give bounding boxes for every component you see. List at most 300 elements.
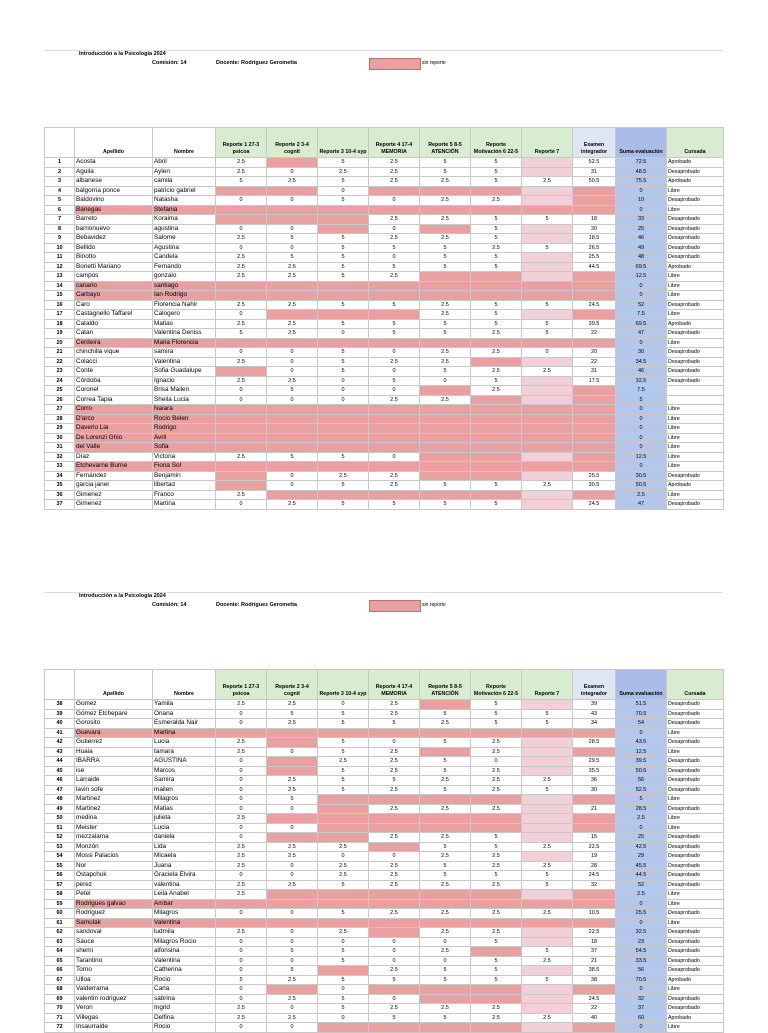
col-cursada-cell: Libre xyxy=(667,452,724,462)
col-rep5-cell: 5 xyxy=(420,481,471,491)
table-row xyxy=(45,357,724,367)
col-cursada-cell: Desaprobado xyxy=(667,1004,724,1014)
no-report-legend-label: sin reporte xyxy=(422,602,446,608)
col-examen-cell xyxy=(573,747,616,757)
col-rep7-cell xyxy=(522,395,573,405)
col-rep5-cell xyxy=(420,291,471,301)
table-row xyxy=(45,719,724,729)
col-suma-cell: 50.5 xyxy=(616,766,667,776)
col-rep2-cell xyxy=(267,281,318,291)
col-cursada-cell: Desaprobado xyxy=(667,842,724,852)
table-row xyxy=(45,918,724,928)
col-examen-cell: 20 xyxy=(573,224,616,234)
col-suma-cell: 0 xyxy=(616,205,667,215)
col-rep7-cell xyxy=(522,224,573,234)
col-examen-cell: 32 xyxy=(573,880,616,890)
col-rep2-cell: 2.5 xyxy=(267,994,318,1004)
col-nombre-cell: Naiara xyxy=(153,405,216,415)
col-rep2-cell: 2.5 xyxy=(267,177,318,187)
col-apellido-cell: Cerdeira xyxy=(75,338,153,348)
col-rep6-cell: 2.5 xyxy=(471,1013,522,1023)
col-rep5-cell: 5 xyxy=(420,253,471,263)
col-rep3-cell: 5 xyxy=(318,300,369,310)
table-row xyxy=(45,909,724,919)
col-rep2-cell: 2.5 xyxy=(267,842,318,852)
col-nombre-cell: Samira xyxy=(153,776,216,786)
col-rep2-cell: 0 xyxy=(267,861,318,871)
col-cursada-cell: Desaprobado xyxy=(667,738,724,748)
col-rep5-cell: 5 xyxy=(420,709,471,719)
col-cursada-cell: Libre xyxy=(667,1023,724,1033)
col-rep3-cell: 5 xyxy=(318,196,369,206)
col-rep7-cell xyxy=(522,462,573,472)
col-suma-cell: 52 xyxy=(616,880,667,890)
col-nombre-cell: Juana xyxy=(153,861,216,871)
col-apellido-cell: Fernández xyxy=(75,471,153,481)
col-num-cell: 5 xyxy=(45,196,75,206)
table-row xyxy=(45,310,724,320)
col-nombre-cell: Martina xyxy=(153,728,216,738)
col-suma-cell: 0 xyxy=(616,405,667,415)
col-rep6-cell xyxy=(471,985,522,995)
col-rep1-cell: 0 xyxy=(216,833,267,843)
col-rep7-cell: 5 xyxy=(522,785,573,795)
col-nombre-cell: Calogero xyxy=(153,310,216,320)
col-rep1-cell xyxy=(216,443,267,453)
col-rep1-header: Reporte 1 27-3 psicoa xyxy=(216,670,267,700)
col-rep6-cell: 5 xyxy=(471,975,522,985)
col-rep2-cell xyxy=(267,158,318,168)
col-rep4-cell xyxy=(369,462,420,472)
col-rep7-cell xyxy=(522,281,573,291)
col-suma-header: Suma evaluación xyxy=(616,128,667,158)
col-rep1-cell: 0 xyxy=(216,937,267,947)
col-nombre-cell: Martina xyxy=(153,500,216,510)
col-rep4-cell: 5 xyxy=(369,243,420,253)
table-row xyxy=(45,243,724,253)
col-apellido-cell: Daverio Lia xyxy=(75,424,153,434)
col-rep4-cell xyxy=(369,291,420,301)
col-rep7-cell xyxy=(522,890,573,900)
table-row xyxy=(45,757,724,767)
col-rep7-cell xyxy=(522,966,573,976)
col-suma-cell: 5 xyxy=(616,795,667,805)
col-suma-cell: 52.5 xyxy=(616,785,667,795)
col-cursada-cell: Desaprobado xyxy=(667,966,724,976)
col-rep6-cell: 2.5 xyxy=(471,909,522,919)
col-nombre-cell: AGUSTINA xyxy=(153,757,216,767)
col-nombre-cell: Milagros Rocio xyxy=(153,937,216,947)
col-num-cell: 52 xyxy=(45,833,75,843)
col-rep2-cell xyxy=(267,890,318,900)
col-cursada-cell: Libre xyxy=(667,823,724,833)
col-cursada-cell: Libre xyxy=(667,272,724,282)
col-examen-cell: 25.5 xyxy=(573,253,616,263)
col-rep3-cell: 0 xyxy=(318,1013,369,1023)
col-rep2-cell xyxy=(267,490,318,500)
col-nombre-cell: Agustina xyxy=(153,243,216,253)
col-num-cell: 32 xyxy=(45,452,75,462)
col-rep5-cell xyxy=(420,918,471,928)
col-rep3-cell xyxy=(318,224,369,234)
col-rep4-cell: 0 xyxy=(369,367,420,377)
col-rep3-cell: 5 xyxy=(318,158,369,168)
col-apellido-cell: Rodriguez xyxy=(75,909,153,919)
col-apellido-cell: Petel xyxy=(75,890,153,900)
col-rep2-cell: 5 xyxy=(267,966,318,976)
col-rep4-cell xyxy=(369,814,420,824)
col-rep1-cell xyxy=(216,728,267,738)
col-examen-cell: 15 xyxy=(573,833,616,843)
col-rep6-cell xyxy=(471,490,522,500)
col-cursada-cell: Libre xyxy=(667,728,724,738)
table-row xyxy=(45,966,724,976)
table-row xyxy=(45,880,724,890)
col-rep3-cell: 5 xyxy=(318,500,369,510)
col-rep4-cell xyxy=(369,890,420,900)
course-title: Introducción a la Psicología 2024 xyxy=(79,593,166,599)
col-rep5-cell xyxy=(420,386,471,396)
col-examen-cell: 22 xyxy=(573,329,616,339)
col-apellido-cell: Gómez Etchepare xyxy=(75,709,153,719)
col-nombre-cell: Florencia Nahir xyxy=(153,300,216,310)
col-rep4-cell: 5 xyxy=(369,300,420,310)
col-rep6-cell xyxy=(471,728,522,738)
col-rep2-cell xyxy=(267,205,318,215)
col-num-cell: 24 xyxy=(45,376,75,386)
col-examen-cell: 38 xyxy=(573,975,616,985)
col-nombre-cell: Brisa Mailen xyxy=(153,386,216,396)
col-num-cell: 56 xyxy=(45,871,75,881)
col-rep3-cell xyxy=(318,215,369,225)
col-rep7-cell xyxy=(522,386,573,396)
col-rep4-cell: 5 xyxy=(369,975,420,985)
col-rep5-cell xyxy=(420,224,471,234)
col-num-cell: 38 xyxy=(45,700,75,710)
col-rep5-cell: 2.5 xyxy=(420,947,471,957)
col-num-cell: 21 xyxy=(45,348,75,358)
col-rep3-cell: 5 xyxy=(318,481,369,491)
col-rep7-cell: 5 xyxy=(522,719,573,729)
col-suma-cell: 51.5 xyxy=(616,700,667,710)
col-rep4-cell xyxy=(369,728,420,738)
col-cursada-cell: Aprobado xyxy=(667,975,724,985)
col-apellido-cell: perez xyxy=(75,880,153,890)
col-rep5-cell xyxy=(420,414,471,424)
col-apellido-cell: Gorosito xyxy=(75,719,153,729)
col-rep2-cell: 2.5 xyxy=(267,975,318,985)
col-rep2-cell: 2.5 xyxy=(267,272,318,282)
col-nombre-cell: gonzalo xyxy=(153,272,216,282)
col-rep7-cell: 5 xyxy=(522,215,573,225)
col-rep1-cell: 0 xyxy=(216,1023,267,1033)
col-rep6-cell xyxy=(471,471,522,481)
col-examen-cell xyxy=(573,918,616,928)
table-body xyxy=(45,700,724,1033)
col-num-cell: 35 xyxy=(45,481,75,491)
col-rep3-cell: 0 xyxy=(318,386,369,396)
col-rep7-cell xyxy=(522,738,573,748)
col-rep7-cell xyxy=(522,757,573,767)
col-suma-cell: 0 xyxy=(616,443,667,453)
col-num-cell: 43 xyxy=(45,747,75,757)
col-rep5-cell xyxy=(420,452,471,462)
col-cursada-cell: Desaprobado xyxy=(667,804,724,814)
col-rep1-cell: 0 xyxy=(216,804,267,814)
col-nombre-cell: Aylen xyxy=(153,167,216,177)
table-row xyxy=(45,776,724,786)
col-rep4-cell xyxy=(369,433,420,443)
col-examen-cell: 28.5 xyxy=(573,738,616,748)
col-cursada-cell xyxy=(667,395,724,405)
col-rep7-cell xyxy=(522,928,573,938)
col-num-cell: 47 xyxy=(45,785,75,795)
col-apellido-cell: shemi xyxy=(75,947,153,957)
col-rep3-cell: 5 xyxy=(318,348,369,358)
col-rep7-cell xyxy=(522,490,573,500)
col-rep4-cell: 5 xyxy=(369,262,420,272)
col-rep7-cell: 5 xyxy=(522,871,573,881)
col-examen-cell xyxy=(573,338,616,348)
col-apellido-cell: campos xyxy=(75,272,153,282)
col-rep7-cell: 0 xyxy=(522,348,573,358)
col-rep4-cell: 5 xyxy=(369,376,420,386)
col-rep3-cell: 0 xyxy=(318,985,369,995)
table-header xyxy=(45,128,724,158)
col-rep3-cell xyxy=(318,804,369,814)
col-rep7-cell xyxy=(522,443,573,453)
col-suma-cell: 0 xyxy=(616,433,667,443)
table-row xyxy=(45,281,724,291)
col-rep6-cell: 5 xyxy=(471,234,522,244)
col-rep7-cell xyxy=(522,205,573,215)
col-rep1-cell: 0 xyxy=(216,823,267,833)
col-nombre-cell: Benjamin xyxy=(153,471,216,481)
col-apellido-cell: barrionuevo xyxy=(75,224,153,234)
table-row xyxy=(45,766,724,776)
col-rep6-cell: 5 xyxy=(471,376,522,386)
col-rep2-cell xyxy=(267,338,318,348)
table-row xyxy=(45,842,724,852)
table-row xyxy=(45,833,724,843)
col-rep1-cell: 0 xyxy=(216,719,267,729)
col-rep7-cell: 5 xyxy=(522,975,573,985)
col-rep5-cell xyxy=(420,994,471,1004)
sheet-page-2 xyxy=(44,592,723,1033)
table-row xyxy=(45,785,724,795)
col-rep3-cell: 5 xyxy=(318,452,369,462)
col-nombre-cell: Catherina xyxy=(153,966,216,976)
col-examen-cell: 39 xyxy=(573,700,616,710)
col-suma-cell: 70.5 xyxy=(616,975,667,985)
col-rep1-cell: 5 xyxy=(216,177,267,187)
col-suma-cell: 44.5 xyxy=(616,871,667,881)
col-suma-cell: 25 xyxy=(616,224,667,234)
col-examen-cell xyxy=(573,728,616,738)
sheet-page-1 xyxy=(44,50,723,510)
col-examen-cell: 25.5 xyxy=(573,471,616,481)
col-cursada-cell: Libre xyxy=(667,490,724,500)
col-rep6-cell xyxy=(471,433,522,443)
col-suma-cell: 50.5 xyxy=(616,481,667,491)
col-examen-cell xyxy=(573,433,616,443)
col-rep7-cell xyxy=(522,700,573,710)
col-examen-header: Examen integrador xyxy=(573,128,616,158)
col-num-cell: 29 xyxy=(45,424,75,434)
col-rep2-cell: 0 xyxy=(267,747,318,757)
col-num-cell: 16 xyxy=(45,300,75,310)
col-rep1-cell: 2.5 xyxy=(216,319,267,329)
col-rep7-cell xyxy=(522,852,573,862)
col-rep7-cell: 5 xyxy=(522,880,573,890)
col-rep6-header: Reporte Motivación 6 22-5 xyxy=(471,128,522,158)
col-rep2-cell: 0 xyxy=(267,224,318,234)
col-rep3-cell: 2.5 xyxy=(318,871,369,881)
col-rep2-cell: 2.5 xyxy=(267,329,318,339)
col-rep5-cell: 5 xyxy=(420,367,471,377)
col-apellido-cell: Baldovino xyxy=(75,196,153,206)
table-row xyxy=(45,424,724,434)
col-rep7-cell xyxy=(522,814,573,824)
col-nombre-cell: Marcos xyxy=(153,766,216,776)
col-rep4-cell: 5 xyxy=(369,719,420,729)
col-rep1-cell: 0 xyxy=(216,243,267,253)
col-cursada-cell: Desaprobado xyxy=(667,471,724,481)
col-rep2-cell: 2.5 xyxy=(267,319,318,329)
col-cursada-cell: Libre xyxy=(667,186,724,196)
col-nombre-cell: Maria Florencia xyxy=(153,338,216,348)
col-apellido-cell: medina xyxy=(75,814,153,824)
table-row xyxy=(45,1013,724,1023)
col-rep6-cell: 5 xyxy=(471,253,522,263)
col-apellido-cell: garcia janer xyxy=(75,481,153,491)
col-cursada-cell: Libre xyxy=(667,433,724,443)
col-apellido-cell: Conte xyxy=(75,367,153,377)
col-apellido-cell: valentin rodriguez xyxy=(75,994,153,1004)
col-rep5-cell xyxy=(420,985,471,995)
col-suma-cell: 42.5 xyxy=(616,842,667,852)
col-cursada-cell: Desaprobado xyxy=(667,909,724,919)
col-cursada-cell: Desaprobado xyxy=(667,947,724,957)
col-cursada-cell: Desaprobado xyxy=(667,785,724,795)
col-rep3-cell: 2.5 xyxy=(318,471,369,481)
col-rep6-cell: 2.5 xyxy=(471,1004,522,1014)
col-rep5-cell: 0 xyxy=(420,376,471,386)
col-rep1-cell xyxy=(216,481,267,491)
col-rep4-cell: 5 xyxy=(369,319,420,329)
table-row xyxy=(45,985,724,995)
col-suma-cell: 30 xyxy=(616,348,667,358)
col-rep3-cell: 2.5 xyxy=(318,842,369,852)
table-row xyxy=(45,272,724,282)
col-cursada-cell: Desaprobado xyxy=(667,766,724,776)
col-rep2-cell: 2.5 xyxy=(267,785,318,795)
col-rep6-cell: 0 xyxy=(471,757,522,767)
col-rep3-cell xyxy=(318,281,369,291)
col-cursada-cell: Libre xyxy=(667,414,724,424)
col-suma-cell: 0 xyxy=(616,985,667,995)
col-rep3-cell xyxy=(318,966,369,976)
col-apellido-cell: Acosta xyxy=(75,158,153,168)
col-rep2-cell: 0 xyxy=(267,196,318,206)
col-nombre-cell: Valentina xyxy=(153,956,216,966)
col-rep1-cell xyxy=(216,186,267,196)
col-rep7-cell xyxy=(522,196,573,206)
col-apellido-cell: Banegas xyxy=(75,205,153,215)
col-cursada-cell: Desaprobado xyxy=(667,253,724,263)
col-rep1-cell xyxy=(216,367,267,377)
col-num-cell: 15 xyxy=(45,291,75,301)
col-cursada-cell: Desaprobado xyxy=(667,852,724,862)
col-rep5-cell xyxy=(420,433,471,443)
col-rep2-cell xyxy=(267,414,318,424)
col-num-cell: 51 xyxy=(45,823,75,833)
col-rep1-cell: 2.5 xyxy=(216,376,267,386)
table-row xyxy=(45,890,724,900)
col-apellido-cell: Ulloa xyxy=(75,975,153,985)
col-cursada-cell: Desaprobado xyxy=(667,376,724,386)
col-rep3-cell xyxy=(318,424,369,434)
col-rep6-cell xyxy=(471,281,522,291)
col-apellido-cell: Nor xyxy=(75,861,153,871)
col-rep4-cell: 2.5 xyxy=(369,861,420,871)
col-suma-cell: 0 xyxy=(616,899,667,909)
col-rep2-cell xyxy=(267,918,318,928)
col-apellido-cell: Aguila xyxy=(75,167,153,177)
col-rep1-cell: 0 xyxy=(216,310,267,320)
col-nombre-cell: Stefania xyxy=(153,205,216,215)
col-rep3-cell xyxy=(318,833,369,843)
col-rep3-cell xyxy=(318,291,369,301)
col-suma-cell: 2.5 xyxy=(616,890,667,900)
col-rep1-cell: 0 xyxy=(216,766,267,776)
col-rep4-cell: 5 xyxy=(369,776,420,786)
col-rep4-cell: 0 xyxy=(369,386,420,396)
col-cursada-cell: Desaprobado xyxy=(667,500,724,510)
col-examen-cell xyxy=(573,424,616,434)
col-nombre-cell: Avril xyxy=(153,433,216,443)
table-row xyxy=(45,253,724,263)
col-rep5-cell: 2.5 xyxy=(420,177,471,187)
col-examen-cell xyxy=(573,405,616,415)
col-rep7-header: Reporte 7 xyxy=(522,128,573,158)
col-rep4-cell: 2.5 xyxy=(369,709,420,719)
col-rep4-cell: 2.5 xyxy=(369,871,420,881)
table-row xyxy=(45,367,724,377)
col-num-cell: 26 xyxy=(45,395,75,405)
table-row xyxy=(45,956,724,966)
col-rep5-cell: 2.5 xyxy=(420,348,471,358)
col-rep2-cell: 0 xyxy=(267,956,318,966)
col-rep6-cell xyxy=(471,814,522,824)
col-nombre-cell: Rocio xyxy=(153,1023,216,1033)
col-examen-cell xyxy=(573,281,616,291)
col-rep4-cell xyxy=(369,823,420,833)
col-examen-cell xyxy=(573,985,616,995)
col-examen-cell xyxy=(573,291,616,301)
col-suma-cell: 25.5 xyxy=(616,909,667,919)
col-num-cell: 61 xyxy=(45,918,75,928)
col-rep7-cell: 2.5 xyxy=(522,861,573,871)
table-row xyxy=(45,871,724,881)
col-examen-cell: 24.5 xyxy=(573,994,616,1004)
col-rep3-cell: 5 xyxy=(318,1004,369,1014)
col-examen-cell xyxy=(573,462,616,472)
col-rep1-cell: 0 xyxy=(216,776,267,786)
col-nombre-cell: Carla xyxy=(153,985,216,995)
col-apellido-cell: Torno xyxy=(75,966,153,976)
col-rep2-cell: 5 xyxy=(267,253,318,263)
